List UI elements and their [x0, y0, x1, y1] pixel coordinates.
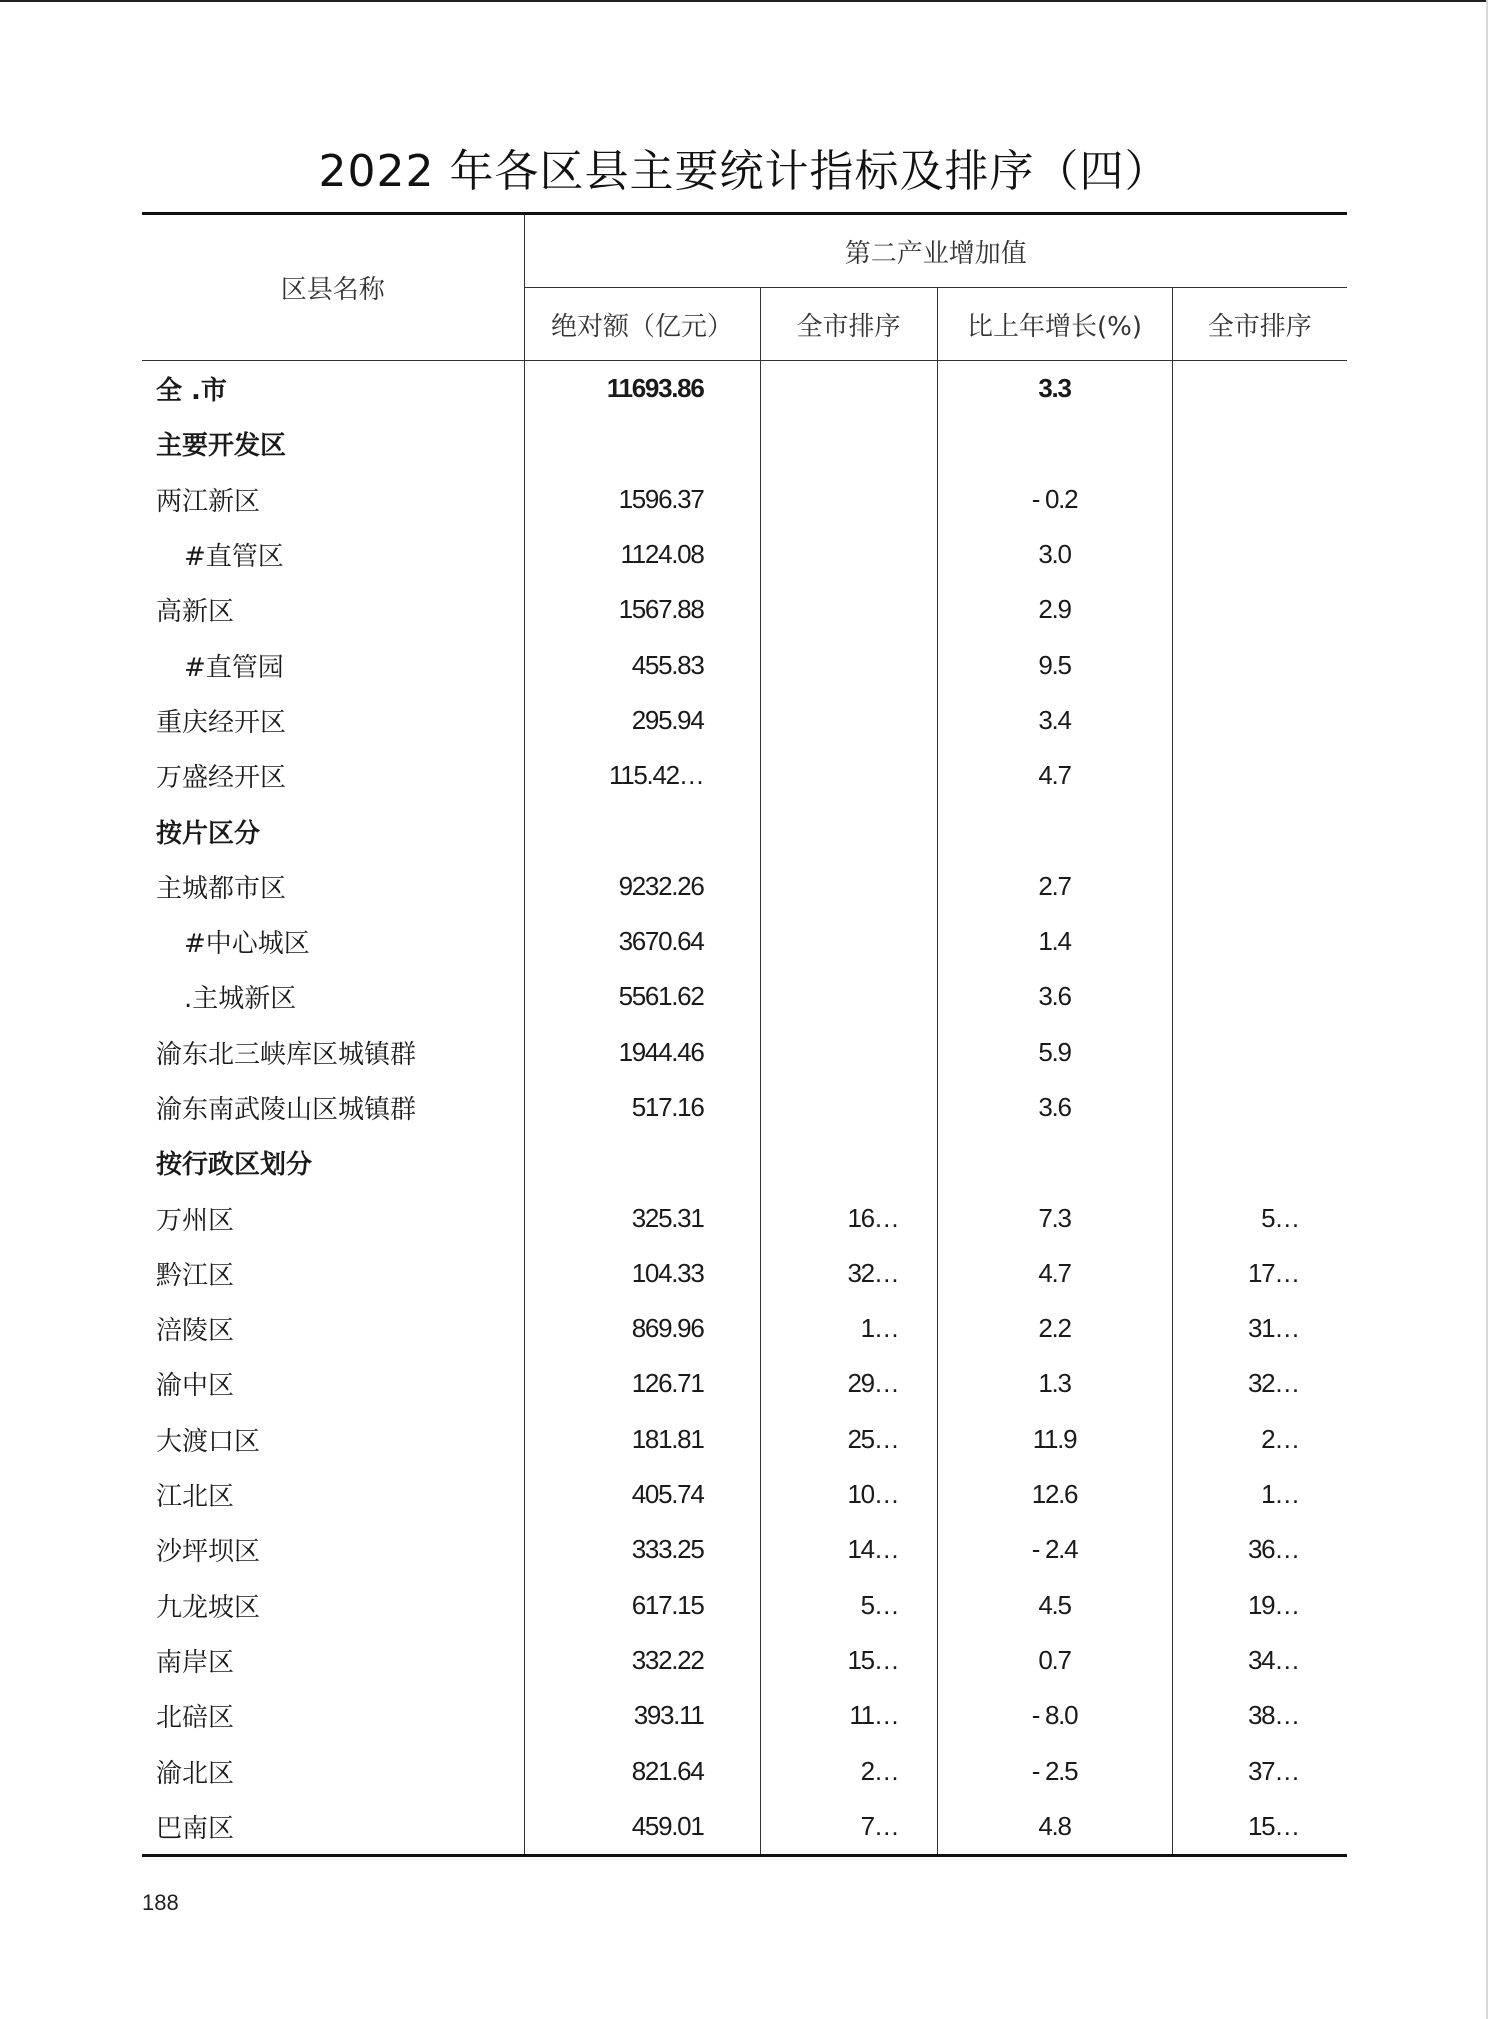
rank-cell-1	[760, 693, 937, 748]
table-row	[142, 1080, 1347, 1135]
rank-cell-2	[1172, 1025, 1347, 1080]
district-name-cell: 江北区	[156, 1482, 235, 1513]
growth-cell: 3.6	[937, 1080, 1172, 1135]
table-row	[142, 637, 1347, 692]
table-row	[142, 1578, 1347, 1633]
growth-cell: 1.4	[937, 914, 1172, 969]
table-row	[142, 1522, 1347, 1577]
rank-cell-1: 1…	[760, 1301, 937, 1356]
district-name-cell: #直管区	[184, 542, 284, 573]
district-name-cell: 涪陵区	[156, 1316, 235, 1347]
absolute-amount-cell: 325.31	[524, 1190, 760, 1245]
rank-cell-2	[1172, 748, 1347, 803]
growth-cell: 2.2	[937, 1301, 1172, 1356]
table-row	[142, 416, 1347, 471]
table-row	[142, 748, 1347, 803]
absolute-amount-cell: 126.71	[524, 1356, 760, 1411]
district-name-cell: 万州区	[156, 1205, 235, 1236]
rank-cell-2	[1172, 693, 1347, 748]
rank-cell-2	[1172, 416, 1347, 471]
absolute-amount-header: 绝对额（亿元）	[524, 288, 760, 361]
rank-cell-1	[760, 803, 937, 858]
district-name-cell: 巴南区	[142, 1799, 524, 1856]
district-name-cell: 万盛经开区	[156, 763, 287, 794]
rank-header-1: 全市排序	[760, 288, 937, 361]
absolute-amount-cell: 332.22	[524, 1633, 760, 1688]
rank-cell-2	[1172, 472, 1347, 527]
growth-cell: 9.5	[937, 637, 1172, 692]
rank-cell-1	[760, 527, 937, 582]
district-name-cell: 按行政区划分	[156, 1150, 313, 1181]
rank-cell-1: 5…	[760, 1578, 937, 1633]
rank-cell-1	[760, 1025, 937, 1080]
rank-cell-1: 15…	[760, 1633, 937, 1688]
table-row	[142, 1412, 1347, 1467]
rank-cell-2: 36…	[1172, 1522, 1347, 1577]
district-name-cell: 主城都市区	[156, 873, 287, 904]
absolute-amount-cell: 9232.26	[524, 859, 760, 914]
table-row	[142, 1190, 1347, 1245]
table-row	[142, 1135, 1347, 1190]
rank-cell-1: 25…	[760, 1412, 937, 1467]
rank-cell-2: 38…	[1172, 1688, 1347, 1743]
absolute-amount-cell: 455.83	[524, 637, 760, 692]
absolute-amount-cell: 1124.08	[524, 527, 760, 582]
absolute-amount-cell: 1596.37	[524, 472, 760, 527]
table-row	[142, 914, 1347, 969]
absolute-amount-cell: 181.81	[524, 1412, 760, 1467]
table-row	[142, 1301, 1347, 1356]
absolute-amount-cell: 104.33	[524, 1246, 760, 1301]
district-name-cell: 渝中区	[156, 1371, 235, 1402]
table-row	[142, 361, 1347, 417]
district-name-cell: 按片区分	[156, 818, 261, 849]
table-row	[142, 472, 1347, 527]
growth-cell: 5.9	[937, 1025, 1172, 1080]
table-row	[142, 859, 1347, 914]
rank-cell-1: 29…	[760, 1356, 937, 1411]
growth-header: 比上年增长(%)	[937, 288, 1172, 361]
table-row	[142, 1356, 1347, 1411]
rank-cell-2: 2…	[1172, 1412, 1347, 1467]
rank-cell-1	[760, 582, 937, 637]
table-row	[142, 1799, 1347, 1856]
rank-cell-2: 19…	[1172, 1578, 1347, 1633]
growth-cell: 12.6	[937, 1467, 1172, 1522]
growth-cell: - 8.0	[937, 1688, 1172, 1743]
district-name-cell: 渝东北三峡库区城镇群	[156, 1039, 417, 1070]
absolute-amount-cell	[524, 416, 760, 471]
growth-cell: - 2.5	[937, 1743, 1172, 1798]
district-name-cell: 北碚区	[156, 1703, 235, 1734]
growth-cell: 2.7	[937, 859, 1172, 914]
absolute-amount-cell: 617.15	[524, 1578, 760, 1633]
growth-cell	[937, 803, 1172, 858]
district-name-cell: 南岸区	[156, 1647, 235, 1678]
growth-cell: 4.5	[937, 1578, 1172, 1633]
rank-cell-2	[1172, 582, 1347, 637]
district-name-cell: 重庆经开区	[156, 707, 287, 738]
rank-cell-1	[760, 1080, 937, 1135]
rank-cell-2: 32…	[1172, 1356, 1347, 1411]
rank-cell-2: 15…	[1172, 1799, 1347, 1856]
rank-cell-2: 1…	[1172, 1467, 1347, 1522]
absolute-amount-cell: 869.96	[524, 1301, 760, 1356]
rank-cell-1: 11…	[760, 1688, 937, 1743]
absolute-amount-cell: 1944.46	[524, 1025, 760, 1080]
table-row	[142, 1467, 1347, 1522]
table-row	[142, 1743, 1347, 1798]
district-name-cell: 大渡口区	[156, 1426, 261, 1457]
rank-cell-2: 31…	[1172, 1301, 1347, 1356]
growth-cell: 0.7	[937, 1633, 1172, 1688]
rank-cell-1: 10…	[760, 1467, 937, 1522]
growth-cell	[937, 1135, 1172, 1190]
district-name-cell: #中心城区	[184, 929, 310, 960]
rank-cell-2: 37…	[1172, 1743, 1347, 1798]
growth-cell	[937, 416, 1172, 471]
rank-cell-1: 32…	[760, 1246, 937, 1301]
secondary-industry-header: 第二产业增加值	[524, 214, 1347, 288]
growth-cell: 1.3	[937, 1356, 1172, 1411]
rank-cell-2: 34…	[1172, 1633, 1347, 1688]
top-border	[0, 0, 1488, 2]
absolute-amount-cell	[524, 1135, 760, 1190]
growth-cell: 7.3	[937, 1190, 1172, 1245]
district-name-cell: 全 .市	[156, 376, 227, 407]
absolute-amount-cell: 5561.62	[524, 969, 760, 1024]
rank-cell-1	[760, 637, 937, 692]
district-name-cell: 黔江区	[156, 1260, 235, 1291]
growth-cell: 3.4	[937, 693, 1172, 748]
rank-header-2: 全市排序	[1172, 288, 1347, 361]
growth-cell: 3.0	[937, 527, 1172, 582]
growth-cell: 3.6	[937, 969, 1172, 1024]
rank-cell-2	[1172, 1135, 1347, 1190]
table-row	[142, 527, 1347, 582]
growth-cell: 4.7	[937, 748, 1172, 803]
absolute-amount-cell	[524, 803, 760, 858]
district-name-cell: 沙坪坝区	[156, 1537, 261, 1568]
absolute-amount-cell: 11693.86	[524, 361, 760, 417]
rank-cell-1: 2…	[760, 1743, 937, 1798]
district-name-cell: 渝东南武陵山区城镇群	[156, 1095, 417, 1125]
rank-cell-1	[760, 361, 937, 417]
rank-cell-1	[760, 748, 937, 803]
table-row	[142, 803, 1347, 858]
growth-cell: 4.7	[937, 1246, 1172, 1301]
page-number: 188	[142, 1890, 179, 1915]
table-body	[142, 361, 1347, 1856]
rank-cell-2	[1172, 859, 1347, 914]
district-name-cell: 主要开发区	[156, 431, 287, 462]
growth-cell: - 2.4	[937, 1522, 1172, 1577]
absolute-amount-cell: 821.64	[524, 1743, 760, 1798]
table-row	[142, 1633, 1347, 1688]
absolute-amount-cell: 393.11	[524, 1688, 760, 1743]
absolute-amount-cell: 333.25	[524, 1522, 760, 1577]
absolute-amount-cell: 459.01	[524, 1799, 760, 1856]
rank-cell-2	[1172, 969, 1347, 1024]
rank-cell-1	[760, 969, 937, 1024]
district-name-cell: 高新区	[156, 597, 235, 628]
rank-cell-1	[760, 416, 937, 471]
table-header	[142, 214, 1347, 361]
district-name-cell: .主城新区	[184, 984, 297, 1015]
rank-cell-1	[760, 914, 937, 969]
rank-cell-2	[1172, 361, 1347, 417]
absolute-amount-cell: 517.16	[524, 1080, 760, 1135]
table-row	[142, 1246, 1347, 1301]
rank-cell-2	[1172, 637, 1347, 692]
rank-cell-1: 14…	[760, 1522, 937, 1577]
rank-cell-1: 16…	[760, 1190, 937, 1245]
rank-cell-2: 17…	[1172, 1246, 1347, 1301]
statistics-table	[142, 212, 1347, 1857]
absolute-amount-cell: 1567.88	[524, 582, 760, 637]
absolute-amount-cell: 405.74	[524, 1467, 760, 1522]
page-title: 2022 年各区县主要统计指标及排序（四）	[318, 146, 1170, 197]
table-row	[142, 1688, 1347, 1743]
absolute-amount-cell: 3670.64	[524, 914, 760, 969]
table-row	[142, 693, 1347, 748]
rank-cell-2	[1172, 803, 1347, 858]
district-name-header: 区县名称	[142, 214, 524, 361]
table-row	[142, 582, 1347, 637]
rank-cell-2	[1172, 527, 1347, 582]
rank-cell-2: 5…	[1172, 1190, 1347, 1245]
district-name-cell: #直管园	[184, 652, 284, 683]
rank-cell-2	[1172, 1080, 1347, 1135]
growth-cell: 3.3	[937, 361, 1172, 417]
table-row	[142, 1025, 1347, 1080]
table-row	[142, 969, 1347, 1024]
growth-cell: 11.9	[937, 1412, 1172, 1467]
rank-cell-2	[1172, 914, 1347, 969]
district-name-cell: 渝北区	[156, 1758, 235, 1789]
rank-cell-1	[760, 859, 937, 914]
absolute-amount-cell: 115.42…	[524, 748, 760, 803]
absolute-amount-cell: 295.94	[524, 693, 760, 748]
rank-cell-1	[760, 1135, 937, 1190]
district-name-cell: 九龙坡区	[156, 1592, 261, 1623]
growth-cell: 2.9	[937, 582, 1172, 637]
growth-cell: 4.8	[937, 1799, 1172, 1856]
rank-cell-1	[760, 472, 937, 527]
district-name-cell: 两江新区	[156, 486, 261, 517]
growth-cell: - 0.2	[937, 472, 1172, 527]
rank-cell-1: 7…	[760, 1799, 937, 1856]
